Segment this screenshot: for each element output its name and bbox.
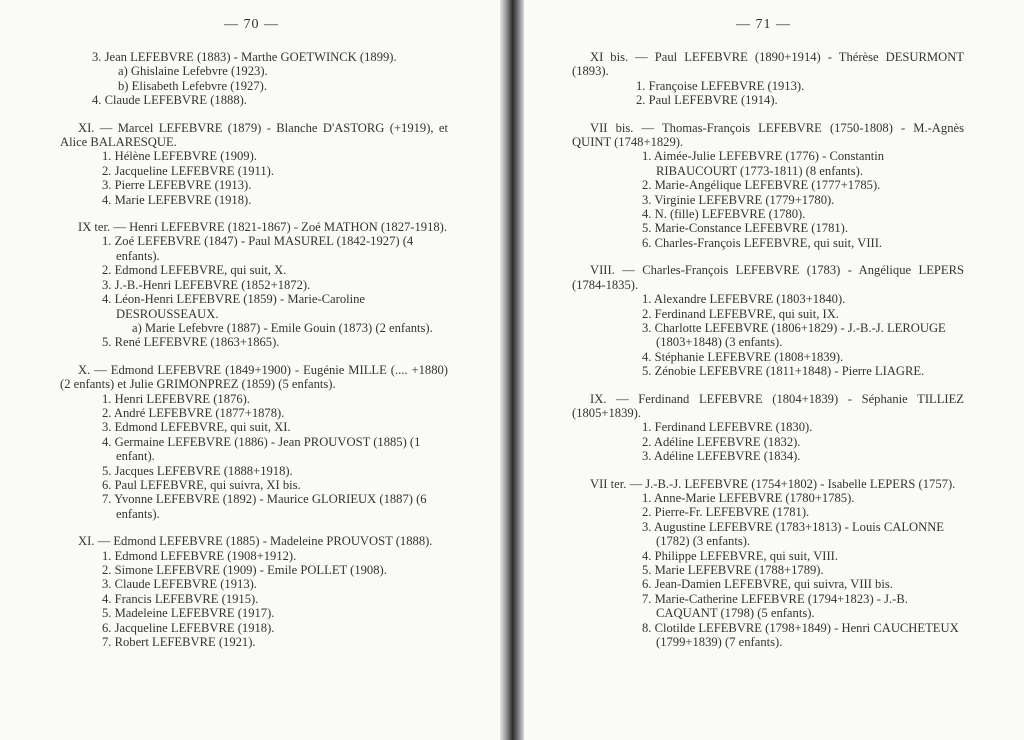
child-entry: 6. Paul LEFEBVRE, qui suivra, XI bis. [102, 477, 301, 492]
child-entry: 1. Françoise LEFEBVRE (1913). [636, 78, 805, 93]
child-entry: 4. Philippe LEFEBVRE, qui suit, VIII. [642, 548, 839, 563]
child-entry: 7. Marie-Catherine LEFEBVRE (1794+1823) - J.-B. CAQUANT (1798) (5 enfants). [642, 591, 908, 621]
generation-heading: IX. — Ferdinand LEFEBVRE (1804+1839) - Séphanie TILLIEZ (1805+1839). [572, 391, 964, 420]
child-entry: 8. Clotilde LEFEBVRE (1798+1849) - Henri CAUCHETEUX (1799+1839) (7 enfants). [642, 620, 959, 650]
child-entry: 4. Francis LEFEBVRE (1915). [102, 591, 259, 606]
child-entry: 3. Adéline LEFEBVRE (1834). [642, 449, 801, 464]
child-entry: 2. Paul LEFEBVRE (1914). [636, 93, 778, 108]
child-entry: 2. Simone LEFEBVRE (1909) - Emile POLLET (1908). [102, 563, 387, 577]
left-page [0, 0, 500, 740]
generation-heading: XI. — Marcel LEFEBVRE (1879) - Blanche D'ASTORG (+1919), et Alice BALARESQUE. [60, 120, 448, 150]
child-entry: 4. Léon-Henri LEFEBVRE (1859) - Marie-Caroline DESROUSSEAUX. [102, 292, 365, 321]
child-entry: 5. Zénobie LEFEBVRE (1811+1848) - Pierre LIAGRE. [642, 364, 925, 379]
child-entry: 5. Jacques LEFEBVRE (1888+1918). [102, 463, 293, 478]
child-entry: 1. Zoé LEFEBVRE (1847) - Paul MASUREL (1842-1927) (4 enfants). [102, 234, 414, 263]
child-entry: 7. Robert LEFEBVRE (1921). [102, 635, 256, 650]
child-entry: b) Elisabeth Lefebvre (1927). [118, 78, 267, 93]
child-entry: 3. Claude LEFEBVRE (1913). [102, 577, 257, 592]
child-entry: 3. Virginie LEFEBVRE (1779+1780). [642, 192, 835, 207]
child-entry: 6. Jean-Damien LEFEBVRE, qui suivra, VIII bis. [642, 577, 893, 592]
child-entry: 7. Yvonne LEFEBVRE (1892) - Maurice GLORIEUX (1887) (6 enfants). [102, 492, 427, 521]
child-entry: 6. Jacqueline LEFEBVRE (1918). [102, 620, 275, 635]
generation-heading: VII ter. — J.-B.-J. LEFEBVRE (1754+1802) - Isabelle LEPERS (1757). [590, 476, 956, 491]
generation-heading: VII bis. — Thomas-François LEFEBVRE (1750-1808) - M.-Agnès QUINT (1748+1829). [572, 120, 964, 150]
child-entry: 2. Ferdinand LEFEBVRE, qui suit, IX. [642, 306, 839, 321]
child-entry: 1. Hélène LEFEBVRE (1909). [102, 149, 257, 164]
child-entry: 3. Charlotte LEFEBVRE (1806+1829) - J.-B.-J. LEROUGE (1803+1848) (3 enfants). [642, 320, 946, 350]
child-entry: 2. Adéline LEFEBVRE (1832). [642, 434, 801, 449]
child-entry: 3. Jean LEFEBVRE (1883) - Marthe GOETWINCK (1899). [92, 50, 397, 64]
child-entry: 4. N. (fille) LEFEBVRE (1780). [642, 207, 806, 222]
right-page [524, 0, 1024, 740]
child-entry: 3. J.-B.-Henri LEFEBVRE (1852+1872). [102, 277, 311, 292]
child-entry: 5. Marie-Constance LEFEBVRE (1781). [642, 221, 849, 236]
child-entry: 2. André LEFEBVRE (1877+1878). [102, 405, 285, 420]
child-entry: 2. Marie-Angélique LEFEBVRE (1777+1785). [642, 178, 881, 193]
generation-heading: XI. — Edmond LEFEBVRE (1885) - Madeleine PROUVOST (1888). [78, 534, 433, 549]
child-entry: 4. Marie LEFEBVRE (1918). [102, 192, 252, 207]
child-entry: 1. Henri LEFEBVRE (1876). [102, 391, 250, 406]
child-entry: 1. Anne-Marie LEFEBVRE (1780+1785). [642, 490, 855, 505]
generation-heading: VIII. — Charles-François LEFEBVRE (1783) - Angélique LEPERS (1784-1835). [572, 263, 964, 292]
page-number: — 71 — [736, 17, 791, 32]
child-entry: a) Ghislaine Lefebvre (1923). [118, 64, 268, 79]
child-entry: 1. Edmond LEFEBVRE (1908+1912). [102, 548, 297, 563]
child-entry: 4. Claude LEFEBVRE (1888). [92, 93, 247, 108]
child-entry: 2. Edmond LEFEBVRE, qui suit, X. [102, 263, 287, 278]
child-entry: 6. Charles-François LEFEBVRE, qui suit, VIII. [642, 235, 883, 250]
child-entry: a) Marie Lefebvre (1887) - Emile Gouin (1873) (2 enfants). [132, 320, 433, 335]
child-entry: 1. Aimée-Julie LEFEBVRE (1776) - Constantin RIBAUCOURT (1773-1811) (8 enfants). [642, 149, 885, 178]
child-entry: 5. Madeleine LEFEBVRE (1917). [102, 606, 275, 621]
genealogy-text [60, 50, 448, 649]
generation-heading: X. — Edmond LEFEBVRE (1849+1900) - Eugénie MILLE (.... +1880) (2 enfants) et Julie GRIMONPREZ (1859) (5 enfants). [60, 362, 448, 392]
child-entry: 1. Alexandre LEFEBVRE (1803+1840). [642, 292, 846, 307]
child-entry: 5. René LEFEBVRE (1863+1865). [102, 335, 280, 350]
book-gutter [500, 0, 524, 740]
genealogy-text [572, 50, 964, 649]
generation-heading: IX ter. — Henri LEFEBVRE (1821-1867) - Zoé MATHON (1827-1918). [78, 220, 448, 235]
child-entry: 4. Stéphanie LEFEBVRE (1808+1839). [642, 349, 844, 364]
child-entry: 5. Marie LEFEBVRE (1788+1789). [642, 563, 824, 577]
page-number: — 70 — [224, 17, 279, 32]
child-entry: 2. Jacqueline LEFEBVRE (1911). [102, 163, 274, 178]
child-entry: 4. Germaine LEFEBVRE (1886) - Jean PROUVOST (1885) (1 enfant). [102, 434, 421, 464]
child-entry: 1. Ferdinand LEFEBVRE (1830). [642, 420, 813, 435]
generation-heading: XI bis. — Paul LEFEBVRE (1890+1914) - Thérèse DESURMONT (1893). [572, 50, 964, 79]
child-entry: 2. Pierre-Fr. LEFEBVRE (1781). [642, 505, 810, 520]
child-entry: 3. Edmond LEFEBVRE, qui suit, XI. [102, 420, 291, 435]
child-entry: 3. Pierre LEFEBVRE (1913). [102, 178, 252, 193]
child-entry: 3. Augustine LEFEBVRE (1783+1813) - Louis CALONNE (1782) (3 enfants). [642, 519, 944, 549]
